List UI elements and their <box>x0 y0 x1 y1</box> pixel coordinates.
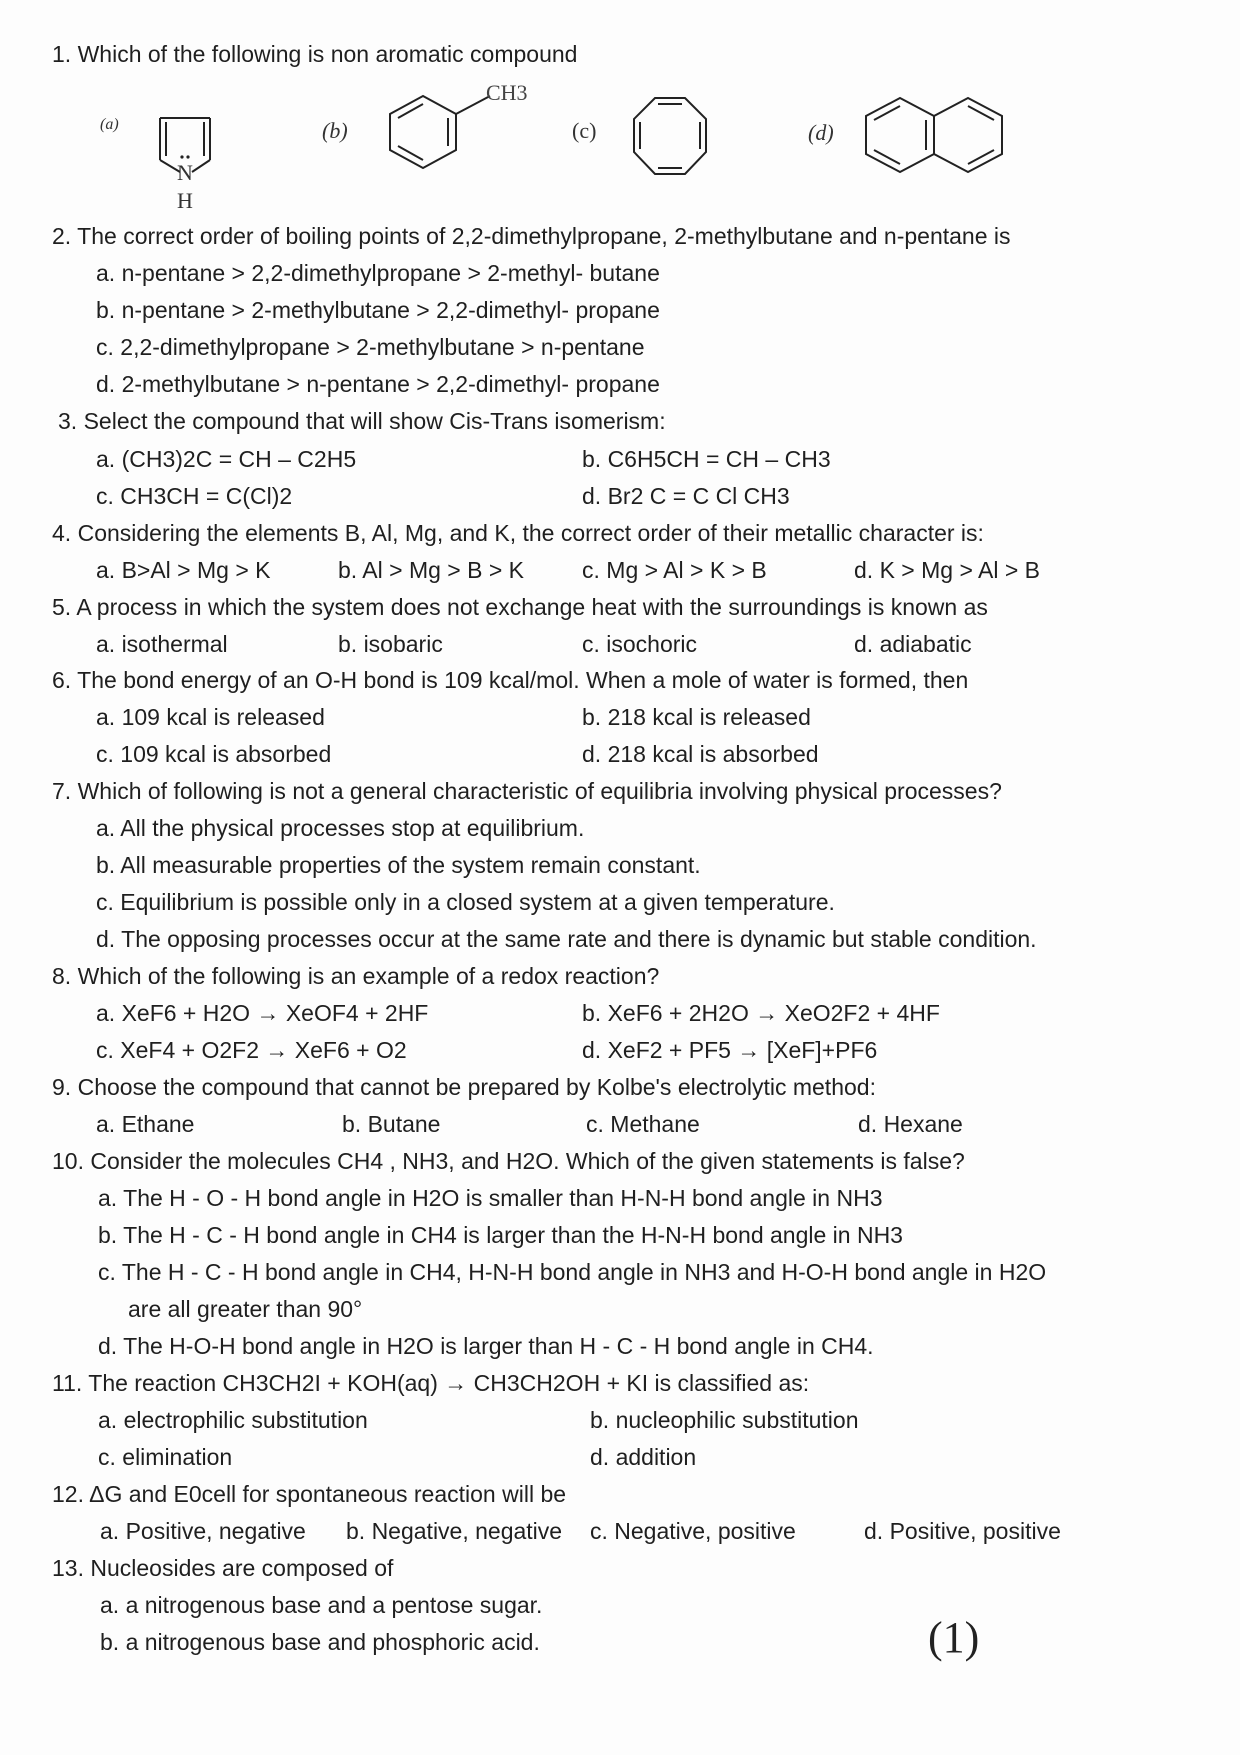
option-12a: a. Positive, negative <box>100 1518 306 1544</box>
option-9a: a. Ethane <box>96 1111 195 1137</box>
option-11d: d. addition <box>590 1444 697 1470</box>
question-text: Select the compound that will show Cis-Trans isomerism: <box>83 408 666 434</box>
question-number: 10. <box>52 1148 84 1174</box>
option-7c: c. Equilibrium is possible only in a closed system at a given temperature. <box>96 889 835 915</box>
atom-h: H <box>177 188 193 213</box>
option-13a: a. a nitrogenous base and a pentose sugar. <box>100 1592 543 1618</box>
option-2b: b. n-pentane > 2-methylbutane > 2,2-dimethyl- propane <box>96 297 660 323</box>
option-10d: d. The H-O-H bond angle in H2O is larger than H - C - H bond angle in CH4. <box>98 1333 874 1359</box>
question-text: Choose the compound that cannot be prepared by Kolbe's electrolytic method: <box>77 1074 876 1100</box>
question-text: The reaction CH3CH2I + KOH(aq) → CH3CH2OH + KI is classified as: <box>88 1370 810 1396</box>
option-6b: b. 218 kcal is released <box>582 704 811 730</box>
option-12b: b. Negative, negative <box>346 1518 563 1544</box>
question-number: 9. <box>52 1074 72 1100</box>
question-text: Nucleosides are composed of <box>90 1555 394 1581</box>
question-number: 4. <box>52 520 72 546</box>
option-4c: c. Mg > Al > K > B <box>582 557 767 583</box>
option-12c: c. Negative, positive <box>590 1518 796 1544</box>
option-8a: a. XeF6 + H2O → XeOF4 + 2HF <box>96 1000 429 1026</box>
question-2 <box>52 222 1011 250</box>
option-9b: b. Butane <box>342 1111 441 1137</box>
question-9 <box>52 1073 876 1101</box>
option-3a: a. (CH3)2C = CH – C2H5 <box>96 446 357 472</box>
option-7b: b. All measurable properties of the system remain constant. <box>96 852 701 878</box>
question-number: 3. <box>58 408 78 434</box>
option-8d: d. XeF2 + PF5 → [XeF]+PF6 <box>582 1037 878 1063</box>
naphthalene-structure <box>862 94 1012 184</box>
option-13b: b. a nitrogenous base and phosphoric acid. <box>100 1629 540 1655</box>
question-number: 2. <box>52 223 72 249</box>
option-5b: b. isobaric <box>338 631 443 657</box>
option-6d: d. 218 kcal is absorbed <box>582 741 819 767</box>
question-12 <box>52 1480 566 1508</box>
structure-c-label: (c) <box>572 118 597 143</box>
question-text: Which of the following is an example of a redox reaction? <box>77 963 660 989</box>
structure-b-label: (b) <box>322 118 348 143</box>
option-2d: d. 2-methylbutane > n-pentane > 2,2-dimethyl- propane <box>96 371 660 397</box>
option-8b: b. XeF6 + 2H2O → XeO2F2 + 4HF <box>582 1000 940 1026</box>
question-number: 11. <box>52 1370 83 1396</box>
option-10b: b. The H - C - H bond angle in CH4 is larger than the H-N-H bond angle in NH3 <box>98 1222 903 1248</box>
option-4d: d. K > Mg > Al > B <box>854 557 1041 583</box>
question-text: The correct order of boiling points of 2,2-dimethylpropane, 2-methylbutane and n-pentane is <box>77 223 1011 249</box>
option-6a: a. 109 kcal is released <box>96 704 325 730</box>
question-10 <box>52 1147 965 1175</box>
question-13 <box>52 1554 393 1582</box>
structure-a-label: (a) <box>100 116 119 133</box>
option-5d: d. adiabatic <box>854 631 972 657</box>
question-6 <box>52 666 968 694</box>
option-12d: d. Positive, positive <box>864 1518 1061 1544</box>
option-11b: b. nucleophilic substitution <box>590 1407 859 1433</box>
option-7d: d. The opposing processes occur at the same rate and there is dynamic but stable condition. <box>96 926 1037 952</box>
question-7 <box>52 777 1002 805</box>
option-2a: a. n-pentane > 2,2-dimethylpropane > 2-methyl- butane <box>96 260 660 286</box>
question-4 <box>52 519 984 547</box>
question-number: 1. <box>52 41 72 67</box>
question-3 <box>58 407 666 435</box>
question-text: A process in which the system does not exchange heat with the surroundings is known as <box>76 594 988 620</box>
option-3c: c. CH3CH = C(Cl)2 <box>96 483 293 509</box>
option-5a: a. isothermal <box>96 631 228 657</box>
question-11 <box>52 1369 809 1397</box>
option-11a: a. electrophilic substitution <box>98 1407 368 1433</box>
question-text: ΔG and E0cell for spontaneous reaction will be <box>89 1481 567 1507</box>
option-4a: a. B>Al > Mg > K <box>96 557 271 583</box>
question-number: 8. <box>52 963 72 989</box>
question-number: 6. <box>52 667 72 693</box>
question-5 <box>52 593 988 621</box>
question-1 <box>52 40 577 68</box>
option-9c: c. Methane <box>586 1111 700 1137</box>
cyclooctatetraene-structure <box>630 94 712 180</box>
question-text: Considering the elements B, Al, Mg, and K, the correct order of their metallic character is: <box>77 520 984 546</box>
option-10a: a. The H - O - H bond angle in H2O is smaller than H-N-H bond angle in NH3 <box>98 1185 883 1211</box>
option-3b: b. C6H5CH = CH – CH3 <box>582 446 831 472</box>
option-9d: d. Hexane <box>858 1111 963 1137</box>
structure-d-label: (d) <box>808 120 834 145</box>
option-7a: a. All the physical processes stop at equilibrium. <box>96 815 585 841</box>
option-6c: c. 109 kcal is absorbed <box>96 741 332 767</box>
option-3d: d. Br2 C = C Cl CH3 <box>582 483 790 509</box>
option-10c-continued: are all greater than 90° <box>128 1296 363 1322</box>
question-text: Which of following is not a general characteristic of equilibria involving physical processes? <box>77 778 1002 804</box>
page-number: (1) <box>928 1613 980 1662</box>
option-8c: c. XeF4 + O2F2 → XeF6 + O2 <box>96 1037 407 1063</box>
toluene-structure <box>378 90 498 180</box>
option-10c: c. The H - C - H bond angle in CH4, H-N-H bond angle in NH3 and H-O-H bond angle in H2O <box>98 1259 1047 1285</box>
option-11c: c. elimination <box>98 1444 233 1470</box>
question-8 <box>52 962 659 990</box>
question-number: 5. <box>52 594 72 620</box>
question-text: Which of the following is non aromatic compound <box>77 41 578 67</box>
question-number: 12. <box>52 1481 84 1507</box>
question-number: 13. <box>52 1555 84 1581</box>
question-text: The bond energy of an O-H bond is 109 kcal/mol. When a mole of water is formed, then <box>77 667 969 693</box>
atom-n: N <box>177 160 193 185</box>
question-text: Consider the molecules CH4 , NH3, and H2O. Which of the given statements is false? <box>90 1148 965 1174</box>
option-5c: c. isochoric <box>582 631 698 657</box>
option-4b: b. Al > Mg > B > K <box>338 557 525 583</box>
methyl-label: CH3 <box>486 80 528 105</box>
question-number: 7. <box>52 778 72 804</box>
option-2c: c. 2,2-dimethylpropane > 2-methylbutane > n-pentane <box>96 334 645 360</box>
